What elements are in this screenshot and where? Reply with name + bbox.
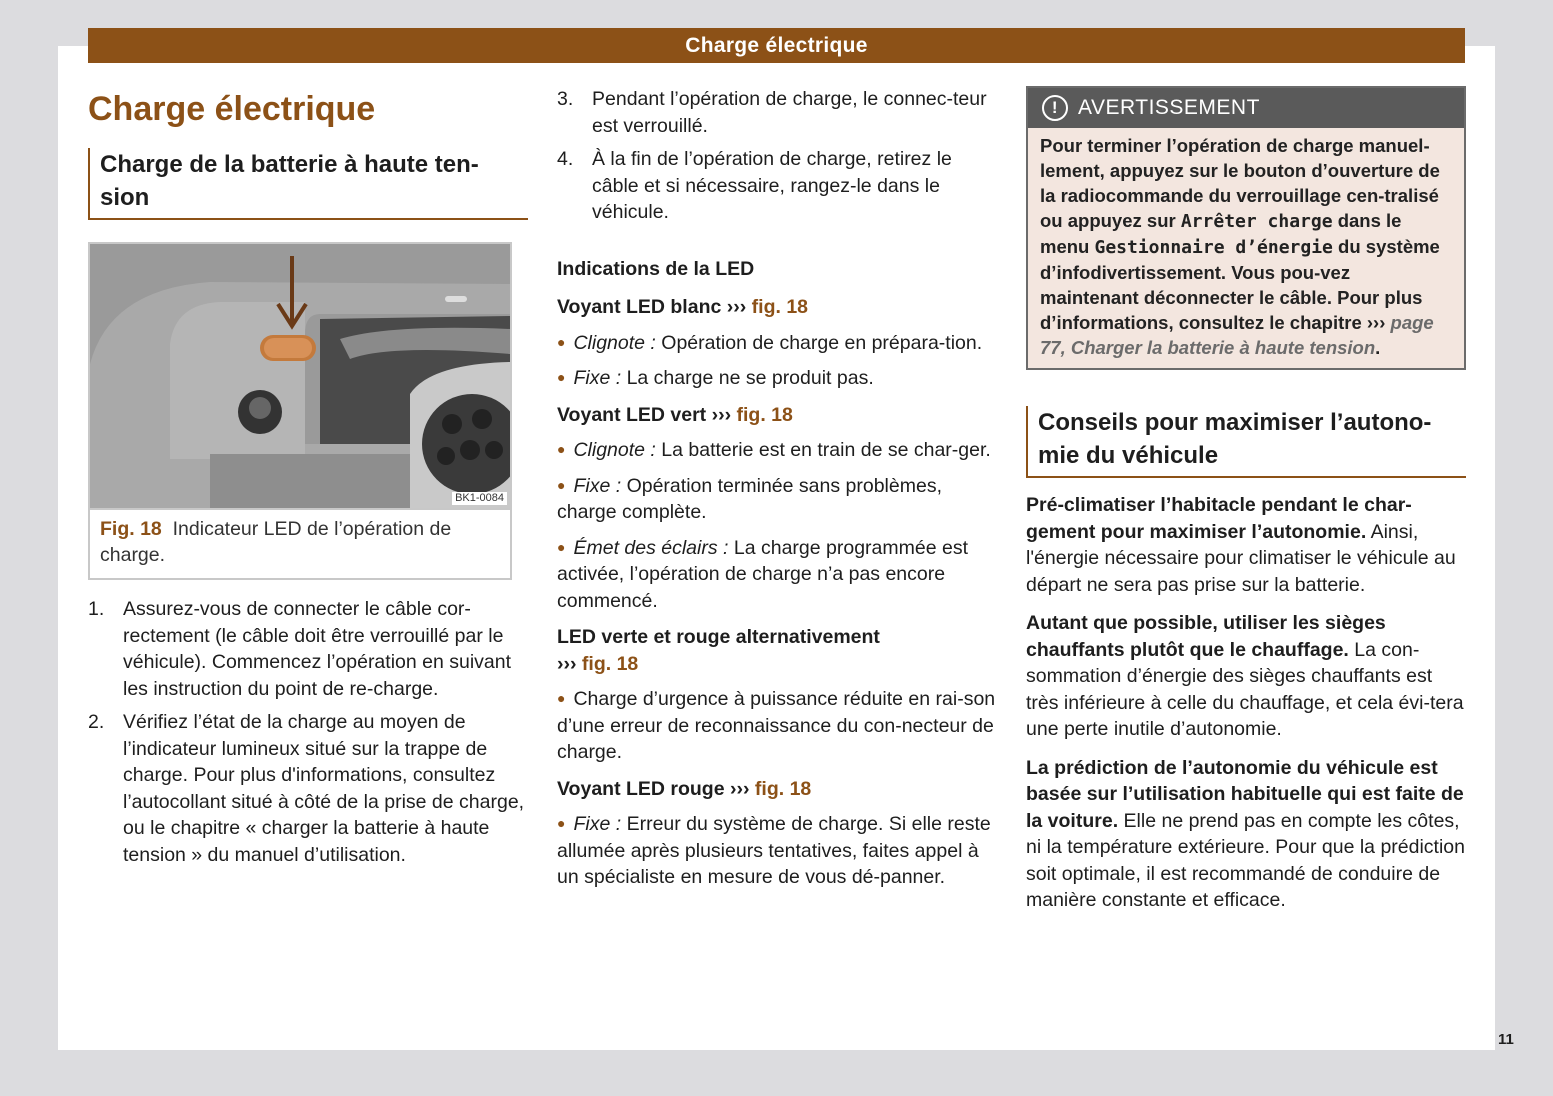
alt-led-title: LED verte et rouge alternativement [557, 626, 880, 648]
step-text: Assurez-vous de connecter le câble cor-rectement (le câble doit être verrouillé par le véhicule). Commencez l’opération en suivant les instruction du point de re-charge. [123, 598, 512, 700]
figure-caption [90, 510, 510, 578]
bullet-text: Opération terminée sans problèmes, charge complète. [557, 474, 942, 523]
arrows-glyph: ››› [1366, 312, 1386, 333]
list-item [557, 534, 997, 615]
step-text: Vérifiez l’état de la charge au moyen de l’indicateur lumineux situé sur la trappe de charge. Pour plus d'informations, consultez l’autocollant situé à côté de la prise de charge, ou le chapitre « charger la batterie à haute tension » du manuel d’utilisation. [123, 711, 525, 866]
list-item [557, 329, 997, 357]
tip-paragraph [1026, 492, 1466, 598]
bullet-text: Opération de charge en prépara-tion. [661, 331, 983, 354]
arrows-glyph: ››› [711, 403, 732, 426]
bullet-icon: ● [557, 441, 566, 457]
fig-18-link[interactable]: fig. 18 [736, 403, 793, 426]
list-item [557, 86, 997, 139]
figure-18 [88, 242, 512, 580]
menu-name-code: Gestionnaire d’énergie [1094, 237, 1333, 258]
warning-text: du système d’infodivertissement. Vous pou-vez maintenant déconnecter le câble. Pour plus d’informations, consultez le chapitre [1040, 236, 1440, 333]
step-number: 3. [557, 88, 574, 110]
white-led-heading [557, 294, 997, 321]
bullet-icon: ● [557, 690, 566, 706]
steps-list-1 [88, 596, 528, 868]
arrows-glyph: ››› [726, 296, 747, 318]
section-heading-range: Conseils pour maximiser l’autono-mie du véhicule [1026, 406, 1466, 478]
list-item [88, 596, 528, 702]
step-number: 2. [88, 711, 105, 733]
charge-port-illustration [90, 244, 510, 508]
tip-title: Autant que possible, utiliser les sièges chauffants plutôt que le chauffage. [1026, 612, 1386, 661]
page-number: 11 [1498, 1031, 1514, 1048]
tip-text: La con-sommation d’énergie des sièges chauffants est très inférieure à celle du chauffage, et cela évi-tera une perte inutile d’autonomie. [1026, 638, 1464, 740]
figure-label: Fig. 18 [100, 518, 162, 540]
steps-list-2 [557, 86, 997, 226]
list-item [88, 709, 528, 868]
exclamation-circle-icon: ! [1042, 95, 1068, 121]
warning-body [1028, 128, 1464, 368]
bullet-icon: ● [557, 538, 566, 555]
white-led-title: Voyant LED blanc [557, 296, 722, 318]
column-right [1026, 86, 1466, 914]
bullet-text: Erreur du système de charge. Si elle reste allumée après plusieurs tentatives, faites appel à un spécialiste en mesure de vous dé-panner. [557, 813, 991, 888]
bullet-term: Fixe : [573, 367, 622, 389]
figure-tag: BK1-0084 [452, 492, 507, 505]
page-title: Charge électrique [88, 90, 376, 128]
header-banner: Charge électrique [88, 28, 1465, 63]
tip-text: Elle ne prend pas en compte les côtes, ni la température extérieure. Pour que la prédiction soit optimale, il est recommandé de conduire de manière constante et efficace. [1026, 809, 1465, 911]
step-text: À la fin de l’opération de charge, retirez le câble et si nécessaire, rangez-le dans le véhicule. [592, 148, 952, 223]
section-heading-battery: Charge de la batterie à haute ten-sion [88, 148, 528, 220]
tip-paragraph [1026, 610, 1466, 743]
bullet-icon: ● [557, 476, 566, 493]
tip-title: La prédiction de l’autonomie du véhicule est basée sur l’utilisation habituelle qui est faite de la voiture. [1026, 756, 1464, 832]
step-number: 4. [557, 148, 574, 170]
green-led-title: Voyant LED vert [557, 403, 707, 426]
bullet-term: Clignote : [573, 331, 656, 354]
fig-18-link[interactable]: fig. 18 [581, 652, 639, 675]
tip-paragraph [1026, 755, 1466, 914]
bullet-term: Clignote : [573, 439, 656, 461]
tip-title: Pré-climatiser l’habitacle pendant le char-gement pour maximiser l’autonomie. [1026, 494, 1412, 543]
bullet-text: La charge programmée est activée, l’opération de charge n’a pas encore commencé. [557, 536, 968, 612]
warning-title: AVERTISSEMENT [1078, 96, 1260, 119]
step-text: Pendant l’opération de charge, le connec-teur est verrouillé. [592, 88, 987, 137]
list-item [557, 810, 997, 891]
column-left [88, 86, 528, 875]
charge-port-photo [90, 244, 510, 510]
red-led-heading [557, 776, 997, 803]
step-number: 1. [88, 598, 105, 620]
column-middle [557, 86, 997, 891]
bullet-icon: ● [557, 333, 566, 350]
bullet-icon: ● [557, 369, 566, 385]
green-led-heading [557, 402, 997, 429]
list-item [557, 146, 997, 226]
arrows-glyph: ››› [730, 777, 750, 800]
bullet-term: Fixe : [573, 474, 622, 497]
list-item [557, 685, 997, 766]
bullet-term: Fixe : [573, 813, 622, 835]
bullet-text: Charge d’urgence à puissance réduite en rai-son d’une erreur de reconnaissance du con-necteur de charge. [557, 688, 996, 763]
warning-header [1028, 88, 1464, 128]
arrows-glyph: ››› [557, 652, 577, 675]
list-item [557, 364, 997, 392]
red-led-title: Voyant LED rouge [557, 777, 725, 800]
page-reference-link[interactable]: page 77, Charger la batterie à haute tension [1040, 312, 1434, 358]
warning-end: . [1375, 337, 1381, 358]
figure-caption-text: Indicateur LED de l’opération de charge. [100, 518, 452, 566]
fig-18-link[interactable]: fig. 18 [754, 777, 812, 800]
warning-text: Pour terminer l’opération de charge manuel-lement, appuyez sur le bouton d’ouverture de la radiocommande du verrouillage cen-tralisé ou appuyez sur [1040, 135, 1440, 231]
bullet-term: Émet des éclairs : [573, 536, 729, 559]
led-heading: Indications de la LED [557, 257, 755, 280]
list-item [557, 472, 997, 526]
bullet-text: La batterie est en train de se char-ger. [661, 439, 991, 461]
warning-box [1026, 86, 1466, 370]
fig-18-link[interactable]: fig. 18 [751, 296, 809, 318]
menu-item-code: Arrêter charge [1180, 211, 1333, 232]
list-item [557, 436, 997, 464]
bullet-icon: ● [557, 815, 566, 831]
tip-text: Ainsi, l'énergie nécessaire pour climatiser le véhicule au départ ne sera pas prise sur la batterie. [1026, 520, 1456, 596]
bullet-text: La charge ne se produit pas. [626, 367, 874, 389]
alt-led-heading [557, 624, 997, 677]
warning-text: dans le menu [1040, 210, 1402, 257]
